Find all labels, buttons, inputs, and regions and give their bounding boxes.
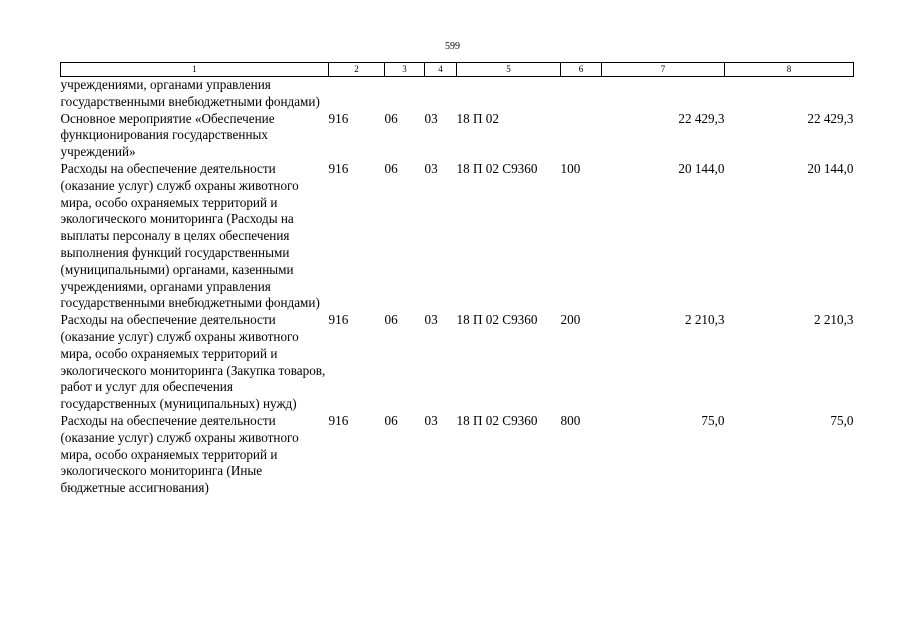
ministry-code xyxy=(329,77,385,111)
section-code: 06 xyxy=(384,160,398,176)
expense-type-code: 200 xyxy=(560,312,581,328)
column-header: 2 xyxy=(329,63,385,77)
table-row xyxy=(61,413,854,497)
section-code xyxy=(385,77,425,111)
column-header: 4 xyxy=(425,63,457,77)
target-article-code: 18 П 02 С9360 xyxy=(456,312,538,328)
amount-col-8: 75,0 xyxy=(830,412,854,428)
amount-col-8: 22 429,3 xyxy=(807,110,854,126)
expense-type-code: 800 xyxy=(560,412,581,428)
column-header: 1 xyxy=(61,63,329,77)
section-code: 06 xyxy=(384,312,398,328)
expense-type-code xyxy=(561,77,602,111)
target-article-code: 18 П 02 С9360 xyxy=(456,412,538,428)
table-row xyxy=(61,312,854,413)
ministry-code: 916 xyxy=(328,110,349,126)
subsection-code: 03 xyxy=(424,160,438,176)
section-code: 06 xyxy=(384,110,398,126)
target-article-code: 18 П 02 xyxy=(456,110,499,126)
section-code: 06 xyxy=(384,412,398,428)
table-row xyxy=(61,161,854,312)
amount-col-8: 20 144,0 xyxy=(807,160,854,176)
amount-col-8 xyxy=(725,77,854,111)
row-name: Расходы на обеспечение деятельности (оказание услуг) служб охраны животного мира, особо охраняемых территорий и экологического мониторинга (Закупка товаров, работ и услуг для обеспечения государственных (муниципальных) нужд) xyxy=(60,312,326,412)
row-name: Основное мероприятие «Обеспечение функционирования государственных учреждений» xyxy=(60,110,275,160)
amount-col-7: 75,0 xyxy=(701,412,725,428)
amount-col-7 xyxy=(602,77,725,111)
expense-type-code: 100 xyxy=(560,160,581,176)
row-name: учреждениями, органами управления государственными внебюджетными фондами) xyxy=(60,77,320,109)
amount-col-7: 20 144,0 xyxy=(678,160,725,176)
page-number: 599 xyxy=(445,41,460,52)
target-article-code: 18 П 02 С9360 xyxy=(456,160,538,176)
table-row xyxy=(61,111,854,161)
column-header: 5 xyxy=(457,63,561,77)
subsection-code xyxy=(425,77,457,111)
subsection-code: 03 xyxy=(424,110,438,126)
row-name: Расходы на обеспечение деятельности (оказание услуг) служб охраны животного мира, особо охраняемых территорий и экологического мониторинга (Расходы на выплаты персоналу в целях обеспечения выполнения функций государственными (муниципальными) органами, казенными учреждениями, органами управления государственными внебюджетными фондами) xyxy=(60,160,320,311)
subsection-code: 03 xyxy=(424,412,438,428)
ministry-code: 916 xyxy=(328,160,349,176)
amount-col-7: 2 210,3 xyxy=(684,312,725,328)
ministry-code: 916 xyxy=(328,412,349,428)
subsection-code: 03 xyxy=(424,312,438,328)
column-header: 3 xyxy=(385,63,425,77)
amount-col-8: 2 210,3 xyxy=(813,312,854,328)
amount-col-7: 22 429,3 xyxy=(678,110,725,126)
budget-table xyxy=(60,62,854,497)
column-header: 8 xyxy=(725,63,854,77)
column-header: 6 xyxy=(561,63,602,77)
table-row xyxy=(61,77,854,111)
target-article-code xyxy=(457,77,561,111)
ministry-code: 916 xyxy=(328,312,349,328)
row-name: Расходы на обеспечение деятельности (оказание услуг) служб охраны животного мира, особо охраняемых территорий и экологического мониторинга (Иные бюджетные ассигнования) xyxy=(60,412,299,496)
expense-type-code xyxy=(561,111,602,161)
column-header: 7 xyxy=(602,63,725,77)
table-header-row xyxy=(61,63,854,77)
